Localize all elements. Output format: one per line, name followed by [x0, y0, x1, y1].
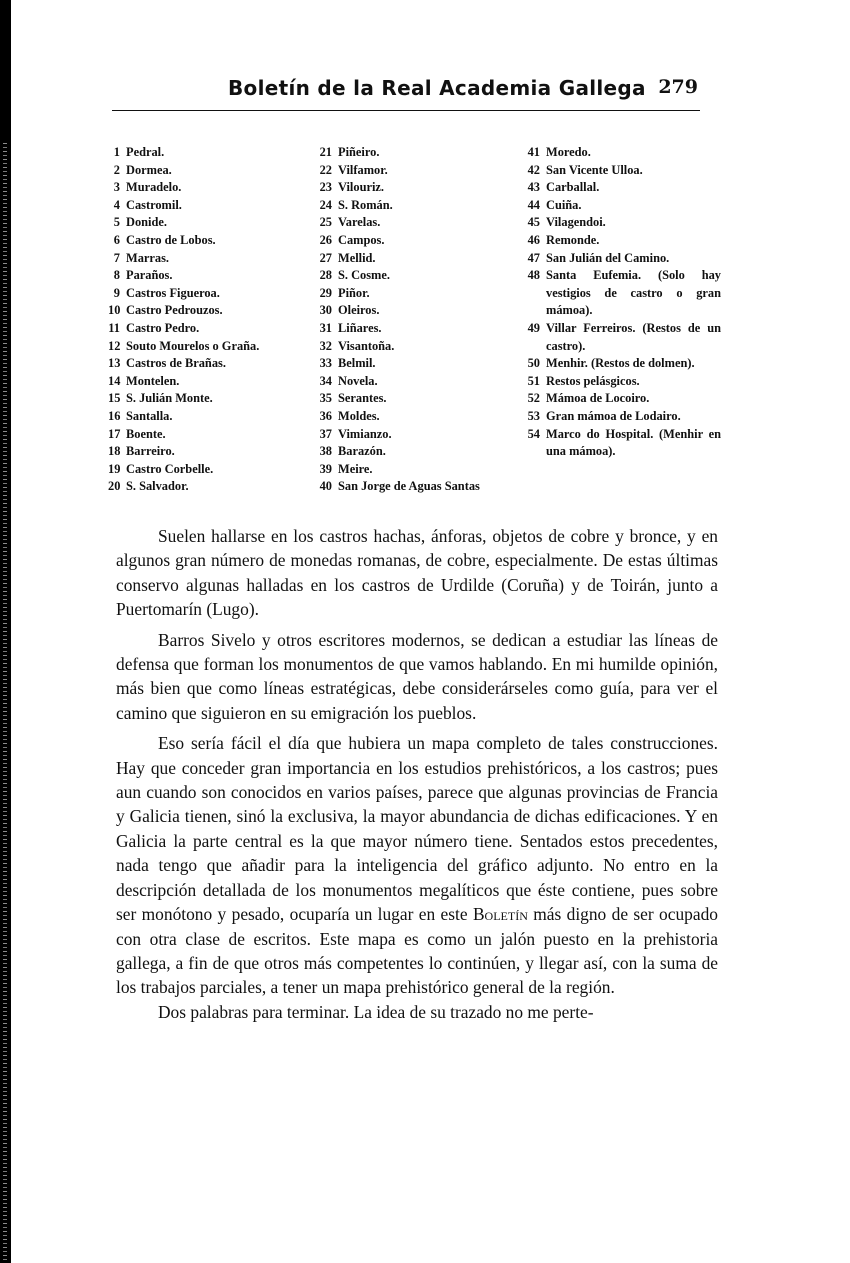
list-item [108, 232, 313, 250]
item-name: Barreiro. [126, 444, 175, 459]
item-name: Castro Pedro. [126, 320, 200, 335]
item-number: 46 [527, 232, 540, 247]
item-name: Marco do Hospital. (Menhir en una mámoa). [546, 426, 721, 459]
list-item [313, 197, 518, 215]
item-number: 3 [113, 180, 120, 195]
item-number: 36 [319, 408, 332, 423]
list-item [108, 320, 313, 338]
list-item [521, 408, 721, 426]
list-item [521, 162, 721, 180]
item-number: 32 [319, 338, 332, 353]
item-number: 17 [108, 426, 121, 441]
item-name: Remonde. [546, 232, 600, 247]
item-number: 35 [319, 391, 332, 406]
item-number: 23 [319, 180, 332, 195]
list-item [313, 179, 518, 197]
item-name: Boente. [126, 426, 166, 441]
item-number: 22 [319, 162, 332, 177]
list-item [108, 197, 313, 215]
list-item [313, 390, 518, 408]
item-name: San Julián del Camino. [546, 250, 670, 265]
item-name: S. Cosme. [338, 268, 390, 283]
paragraph-defense-lines: Barros Sivelo y otros escritores modernos, se dedican a estudiar las líneas de defensa que forman los monumentos de que vamos hablando. En mi humilde opinión, más bien que como líneas estratégicas, debe considerárseles como guía, para ver el camino que siguieron en su emigración los pueblos. [116, 629, 718, 723]
item-number: 44 [527, 197, 540, 212]
item-name: S. Julián Monte. [126, 391, 213, 406]
item-number: 27 [319, 250, 332, 265]
item-number: 40 [319, 479, 332, 494]
list-item [108, 443, 313, 461]
item-number: 52 [527, 391, 540, 406]
item-number: 47 [527, 250, 540, 265]
list-item [108, 373, 313, 391]
item-name: Visantoña. [338, 338, 395, 353]
body-text [116, 524, 718, 1024]
item-number: 48 [527, 268, 540, 283]
paragraph-map-importance [116, 731, 718, 999]
item-name: Serantes. [338, 391, 387, 406]
list-item [521, 232, 721, 250]
item-number: 13 [108, 356, 121, 371]
list-item [108, 179, 313, 197]
item-number: 14 [108, 373, 121, 388]
list-item [313, 408, 518, 426]
list-item [313, 320, 518, 338]
item-number: 4 [113, 197, 120, 212]
item-name: S. Román. [338, 197, 393, 212]
list-item [108, 338, 313, 356]
list-item [108, 267, 313, 285]
item-name: Vimianzo. [338, 426, 392, 441]
item-number: 43 [527, 180, 540, 195]
item-name: Gran mámoa de Lodairo. [546, 408, 681, 423]
list-item [313, 144, 518, 162]
list-item [521, 373, 721, 391]
item-name: Moldes. [338, 408, 380, 423]
item-number: 11 [108, 320, 120, 335]
item-number: 45 [527, 215, 540, 230]
list-item [108, 426, 313, 444]
item-name: Pedral. [126, 145, 165, 159]
item-name: Moredo. [546, 145, 591, 159]
item-number: 26 [319, 232, 332, 247]
item-number: 20 [108, 479, 121, 494]
item-name: Menhir. (Restos de dolmen). [546, 356, 695, 371]
list-item [313, 232, 518, 250]
item-number: 16 [108, 408, 121, 423]
item-number: 10 [108, 303, 121, 318]
item-number: 38 [319, 444, 332, 459]
site-list-column-2 [313, 144, 518, 496]
item-number: 39 [319, 461, 332, 476]
item-number: 25 [319, 215, 332, 230]
item-name: Novela. [338, 373, 378, 388]
item-number: 1 [113, 145, 120, 159]
item-number: 15 [108, 391, 121, 406]
item-name: Liñares. [338, 320, 382, 335]
item-name: Piñeiro. [338, 145, 380, 159]
item-name: Montelen. [126, 373, 180, 388]
item-number: 6 [113, 232, 120, 247]
list-item [521, 214, 721, 232]
item-name: San Jorge de Aguas Santas [338, 479, 480, 494]
item-name: Campos. [338, 232, 385, 247]
item-name: Marras. [126, 250, 170, 265]
list-item [108, 144, 313, 162]
item-name: Santalla. [126, 408, 173, 423]
item-number: 21 [319, 145, 332, 159]
list-item [521, 426, 721, 461]
list-item [313, 373, 518, 391]
list-item [521, 250, 721, 268]
item-number: 24 [319, 197, 332, 212]
item-name: Castro Corbelle. [126, 461, 214, 476]
item-name: Castros de Brañas. [126, 356, 226, 371]
item-number: 9 [113, 285, 120, 300]
paragraph-finds: Suelen hallarse en los castros hachas, ánforas, objetos de cobre y bronce, y en algunos gran número de monedas romanas, de cobre, especialmente. De estas últimas conservo algunas halladas en los castros de Urdilde (Coruña) y de Toirán, junto a Puertomarín (Lugo). [116, 526, 718, 620]
paragraph-closing: Dos palabras para terminar. La idea de su trazado no me perte- [158, 1001, 594, 1022]
list-item [313, 461, 518, 479]
item-name: Varelas. [338, 215, 381, 230]
item-name: Vilagendoi. [546, 215, 606, 230]
header-rule [112, 110, 700, 111]
item-name: Castromil. [126, 197, 182, 212]
item-number: 12 [108, 338, 121, 353]
paragraph-map-text: Eso sería fácil el día que hubiera un mapa completo de tales construcciones. Hay que conceder gran importancia en los estudios prehistóricos, a los castros; pues aun cuando son conocidos en varios países, parece que algunas provincias de Francia y Galicia tienen, sinó la exclusiva, la mayor abundancia de dichas edificaciones. Y en Galicia la parte central es la que mayor número tiene. Sentados estos precedentes, nada tengo que añadir para la inteligencia del gráfico adjunto. No entro en la descripción detallada de los monumentos megalíticos que éste contiene, pues sobre ser monótono y pesado, ocuparía un lugar en este [116, 733, 718, 925]
item-name: Souto Mourelos o Graña. [126, 338, 260, 353]
list-item [313, 478, 518, 496]
item-name: Vilouriz. [338, 180, 384, 195]
scan-edge-border [0, 0, 11, 1263]
item-name: Dormea. [126, 162, 172, 177]
item-number: 5 [113, 215, 120, 230]
item-number: 53 [527, 408, 540, 423]
list-item [521, 355, 721, 373]
item-number: 7 [113, 250, 120, 265]
item-name: S. Salvador. [126, 479, 189, 494]
item-number: 42 [527, 162, 540, 177]
list-item [521, 320, 721, 355]
item-number: 34 [319, 373, 332, 388]
list-item [313, 285, 518, 303]
item-name: Belmil. [338, 356, 376, 371]
list-item [108, 408, 313, 426]
item-name: Oleiros. [338, 303, 380, 318]
list-item [521, 390, 721, 408]
item-name: Cuiña. [546, 197, 582, 212]
list-item [313, 267, 518, 285]
item-number: 54 [527, 426, 540, 441]
list-item [108, 355, 313, 373]
item-name: Mámoa de Locoiro. [546, 391, 650, 406]
item-number: 37 [319, 426, 332, 441]
item-name: Donide. [126, 215, 167, 230]
item-number: 8 [113, 268, 120, 283]
journal-title: Boletín de la Real Academia Gallega [228, 76, 646, 100]
item-name: Piñor. [338, 285, 370, 300]
list-item [313, 443, 518, 461]
list-item [108, 478, 313, 496]
item-number: 30 [319, 303, 332, 318]
list-item [521, 179, 721, 197]
item-number: 50 [527, 356, 540, 371]
list-item [313, 302, 518, 320]
list-item [108, 162, 313, 180]
list-item [108, 390, 313, 408]
item-name: Meire. [338, 461, 373, 476]
item-number: 28 [319, 268, 332, 283]
site-list-column-3 [521, 144, 721, 461]
page-number: 279 [658, 76, 698, 98]
item-name: Barazón. [338, 444, 386, 459]
list-item [108, 214, 313, 232]
item-name: Vilfamor. [338, 162, 388, 177]
item-name: Castro Pedrouzos. [126, 303, 223, 318]
site-list-column-1 [108, 144, 313, 496]
list-item [313, 214, 518, 232]
item-number: 29 [319, 285, 332, 300]
item-number: 51 [527, 373, 540, 388]
item-number: 2 [113, 162, 120, 177]
item-number: 19 [108, 461, 121, 476]
list-item [108, 461, 313, 479]
list-item [521, 197, 721, 215]
item-number: 49 [527, 320, 540, 335]
item-name: Paraños. [126, 268, 173, 283]
item-name: Castros Figueroa. [126, 285, 220, 300]
item-name: Mellid. [338, 250, 376, 265]
item-name: Restos pelásgicos. [546, 373, 640, 388]
site-list [108, 144, 728, 504]
item-name: Santa Eufemia. (Solo hay vestigios de castro o gran mámoa). [546, 268, 721, 318]
list-item [108, 250, 313, 268]
list-item [108, 285, 313, 303]
item-number: 31 [319, 320, 332, 335]
item-name: Castro de Lobos. [126, 232, 216, 247]
item-name: Muradelo. [126, 180, 182, 195]
item-number: 41 [527, 145, 540, 159]
list-item [313, 426, 518, 444]
item-name: Carballal. [546, 180, 600, 195]
item-name: Villar Ferreiros. (Restos de un castro). [546, 320, 721, 353]
list-item [521, 144, 721, 162]
running-header [112, 76, 706, 110]
list-item [313, 355, 518, 373]
list-item [521, 267, 721, 320]
item-name: San Vicente Ulloa. [546, 162, 643, 177]
list-item [313, 338, 518, 356]
list-item [108, 302, 313, 320]
item-number: 18 [108, 444, 121, 459]
list-item [313, 162, 518, 180]
boletin-smallcaps: Boletín [472, 904, 528, 925]
paragraph-map-text-cont: más digno de ser ocupado con otra clase de escritos. Este mapa es como un jalón puesto en la prehistoria gallega, a fin de que otros más competentes lo continúen, y llegar así, con la suma de los trabajos parciales, a tener un mapa prehistórico general de la región. [116, 904, 718, 998]
item-number: 33 [319, 356, 332, 371]
list-item [313, 250, 518, 268]
